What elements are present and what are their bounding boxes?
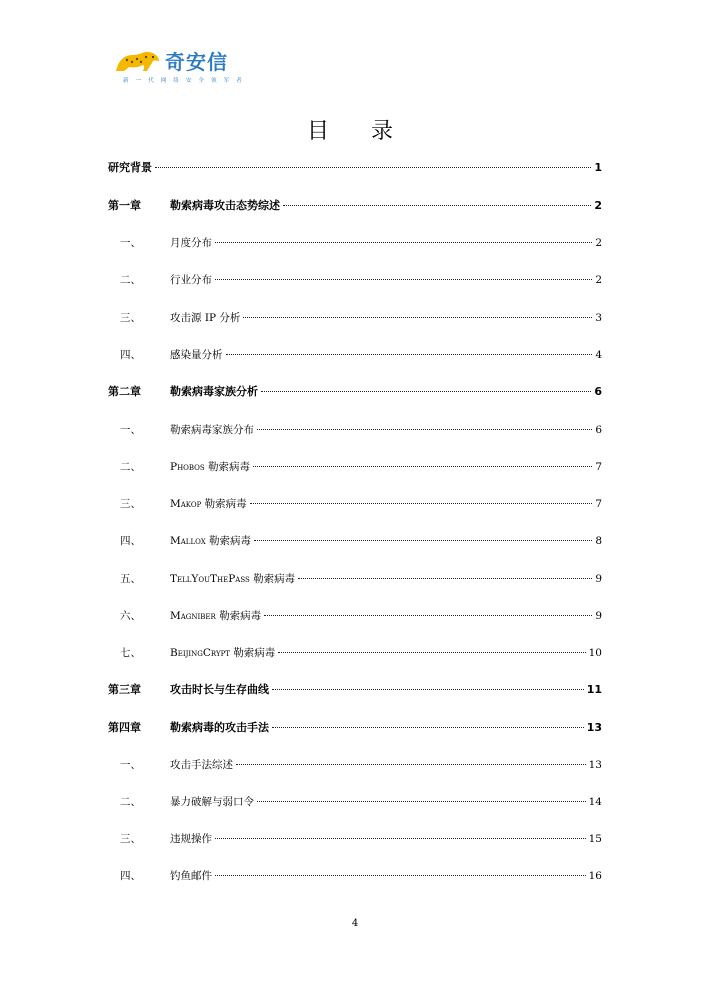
toc-entry-page: 13: [588, 759, 602, 771]
toc-entry-page: 7: [595, 498, 602, 510]
dot-leader: [215, 838, 586, 839]
toc-entry-label: 勒索病毒的攻击手法: [170, 721, 269, 734]
toc-entry-number: 三、: [120, 312, 141, 324]
dot-leader: [215, 875, 586, 876]
toc-entry[interactable]: [108, 457, 602, 477]
toc-entry-label: 钓鱼邮件: [170, 870, 212, 882]
toc-entry-page: 2: [595, 274, 602, 286]
toc-entry-label: 勒索病毒家族分析: [170, 385, 258, 398]
leopard-logo-icon: [113, 49, 163, 75]
toc-entry[interactable]: [108, 643, 602, 663]
toc-entry-number: 四、: [120, 535, 141, 547]
toc-entry-number: 一、: [120, 237, 141, 249]
toc-entry-number: 三、: [120, 498, 141, 510]
toc-entry-label: Phobos 勒索病毒: [170, 461, 251, 473]
toc-entry-number: 五、: [120, 573, 141, 585]
toc-entry-number: 第一章: [108, 199, 141, 212]
toc-entry-number: 一、: [120, 424, 141, 436]
toc-entry-label: 攻击源 IP 分析: [170, 312, 241, 324]
toc-entry[interactable]: [108, 270, 602, 290]
toc-entry-label: BeijingCrypt 勒索病毒: [170, 647, 276, 659]
logo-tagline: 新 一 代 网 络 安 全 领 军 者: [123, 78, 245, 84]
toc-entry-label: 违规操作: [170, 833, 212, 845]
dot-leader: [236, 764, 586, 765]
dot-leader: [215, 242, 592, 243]
toc-entry-number: 第四章: [108, 721, 141, 734]
toc-entry-label: 暴力破解与弱口令: [170, 796, 254, 808]
dot-leader: [257, 801, 586, 802]
dot-leader: [253, 466, 592, 467]
dot-leader: [250, 503, 593, 504]
dot-leader: [272, 727, 584, 728]
toc-entry[interactable]: [108, 494, 602, 514]
toc-entry[interactable]: [108, 308, 602, 328]
toc-entry-number: 六、: [120, 610, 141, 622]
toc-entry-page: 3: [595, 312, 602, 324]
toc-entry-page: 16: [588, 870, 602, 882]
toc-entry-label: Makop 勒索病毒: [170, 498, 247, 510]
toc-entry-number: 第三章: [108, 683, 141, 696]
toc-entry-page: 13: [586, 721, 602, 734]
toc-entry-page: 15: [588, 833, 602, 845]
toc-entry-label: 研究背景: [108, 161, 152, 174]
toc-entry[interactable]: [108, 606, 602, 626]
toc-entry-number: 二、: [120, 461, 141, 473]
toc-entry-label: 感染量分析: [170, 349, 223, 361]
dot-leader: [254, 540, 592, 541]
toc-title: 目 录: [306, 119, 403, 144]
page-number: 4: [351, 918, 359, 929]
toc-entry[interactable]: [108, 718, 602, 738]
toc-entry-number: 第二章: [108, 385, 141, 398]
toc-entry-number: 七、: [120, 647, 141, 659]
toc-entry-number: 一、: [120, 759, 141, 771]
toc-entry[interactable]: [108, 420, 602, 440]
dot-leader: [261, 391, 591, 392]
toc-entry-page: 10: [588, 647, 602, 659]
dot-leader: [155, 167, 591, 168]
dot-leader: [257, 429, 592, 430]
toc-entry[interactable]: [108, 158, 602, 178]
toc-entry-page: 4: [595, 349, 602, 361]
toc-entry-label: Mallox 勒索病毒: [170, 535, 252, 547]
toc-entry-label: 勒索病毒攻击态势综述: [170, 199, 280, 212]
toc-entry[interactable]: [108, 569, 602, 589]
dot-leader: [264, 615, 592, 616]
toc-entry-label: 勒索病毒家族分布: [170, 424, 254, 436]
toc-entry-page: 9: [595, 610, 602, 622]
dot-leader: [226, 354, 593, 355]
logo-text: 奇安信: [165, 50, 228, 74]
toc-entry-label: 行业分布: [170, 274, 212, 286]
dot-leader: [272, 689, 584, 690]
toc-entry[interactable]: [108, 233, 602, 253]
dot-leader: [278, 652, 585, 653]
toc-entry-page: 2: [595, 237, 602, 249]
toc-entry-page: 6: [595, 424, 602, 436]
toc-entry[interactable]: [108, 382, 602, 402]
toc-entry-page: 2: [594, 199, 602, 212]
toc-entry-number: 四、: [120, 870, 141, 882]
toc-entry-page: 1: [594, 161, 602, 174]
toc-entry[interactable]: [108, 866, 602, 886]
toc-entry[interactable]: [108, 829, 602, 849]
toc-entry-page: 9: [595, 573, 602, 585]
toc-entry-number: 三、: [120, 833, 141, 845]
company-logo: [113, 49, 244, 84]
toc-entry-label: 月度分布: [170, 237, 212, 249]
toc-entry-page: 14: [588, 796, 602, 808]
toc-entry-page: 8: [595, 535, 602, 547]
toc-entry-number: 四、: [120, 349, 141, 361]
toc-entry[interactable]: [108, 196, 602, 216]
toc-entry-label: 攻击手法综述: [170, 759, 233, 771]
toc-entry-label: TellYouThePass 勒索病毒: [170, 573, 296, 585]
dot-leader: [243, 317, 592, 318]
toc-entry[interactable]: [108, 680, 602, 700]
toc-entry[interactable]: [108, 345, 602, 365]
toc-entry-page: 11: [586, 683, 602, 696]
toc-entry[interactable]: [108, 531, 602, 551]
toc-entry[interactable]: [108, 792, 602, 812]
toc-entry-label: 攻击时长与生存曲线: [170, 683, 269, 696]
toc-entry-number: 二、: [120, 796, 141, 808]
toc-entry-number: 二、: [120, 274, 141, 286]
toc-entry[interactable]: [108, 755, 602, 775]
dot-leader: [283, 205, 591, 206]
dot-leader: [215, 279, 592, 280]
dot-leader: [298, 578, 592, 579]
toc-entry-label: Magniber 勒索病毒: [170, 610, 262, 622]
toc-entry-page: 6: [594, 385, 602, 398]
toc-entry-page: 7: [595, 461, 602, 473]
